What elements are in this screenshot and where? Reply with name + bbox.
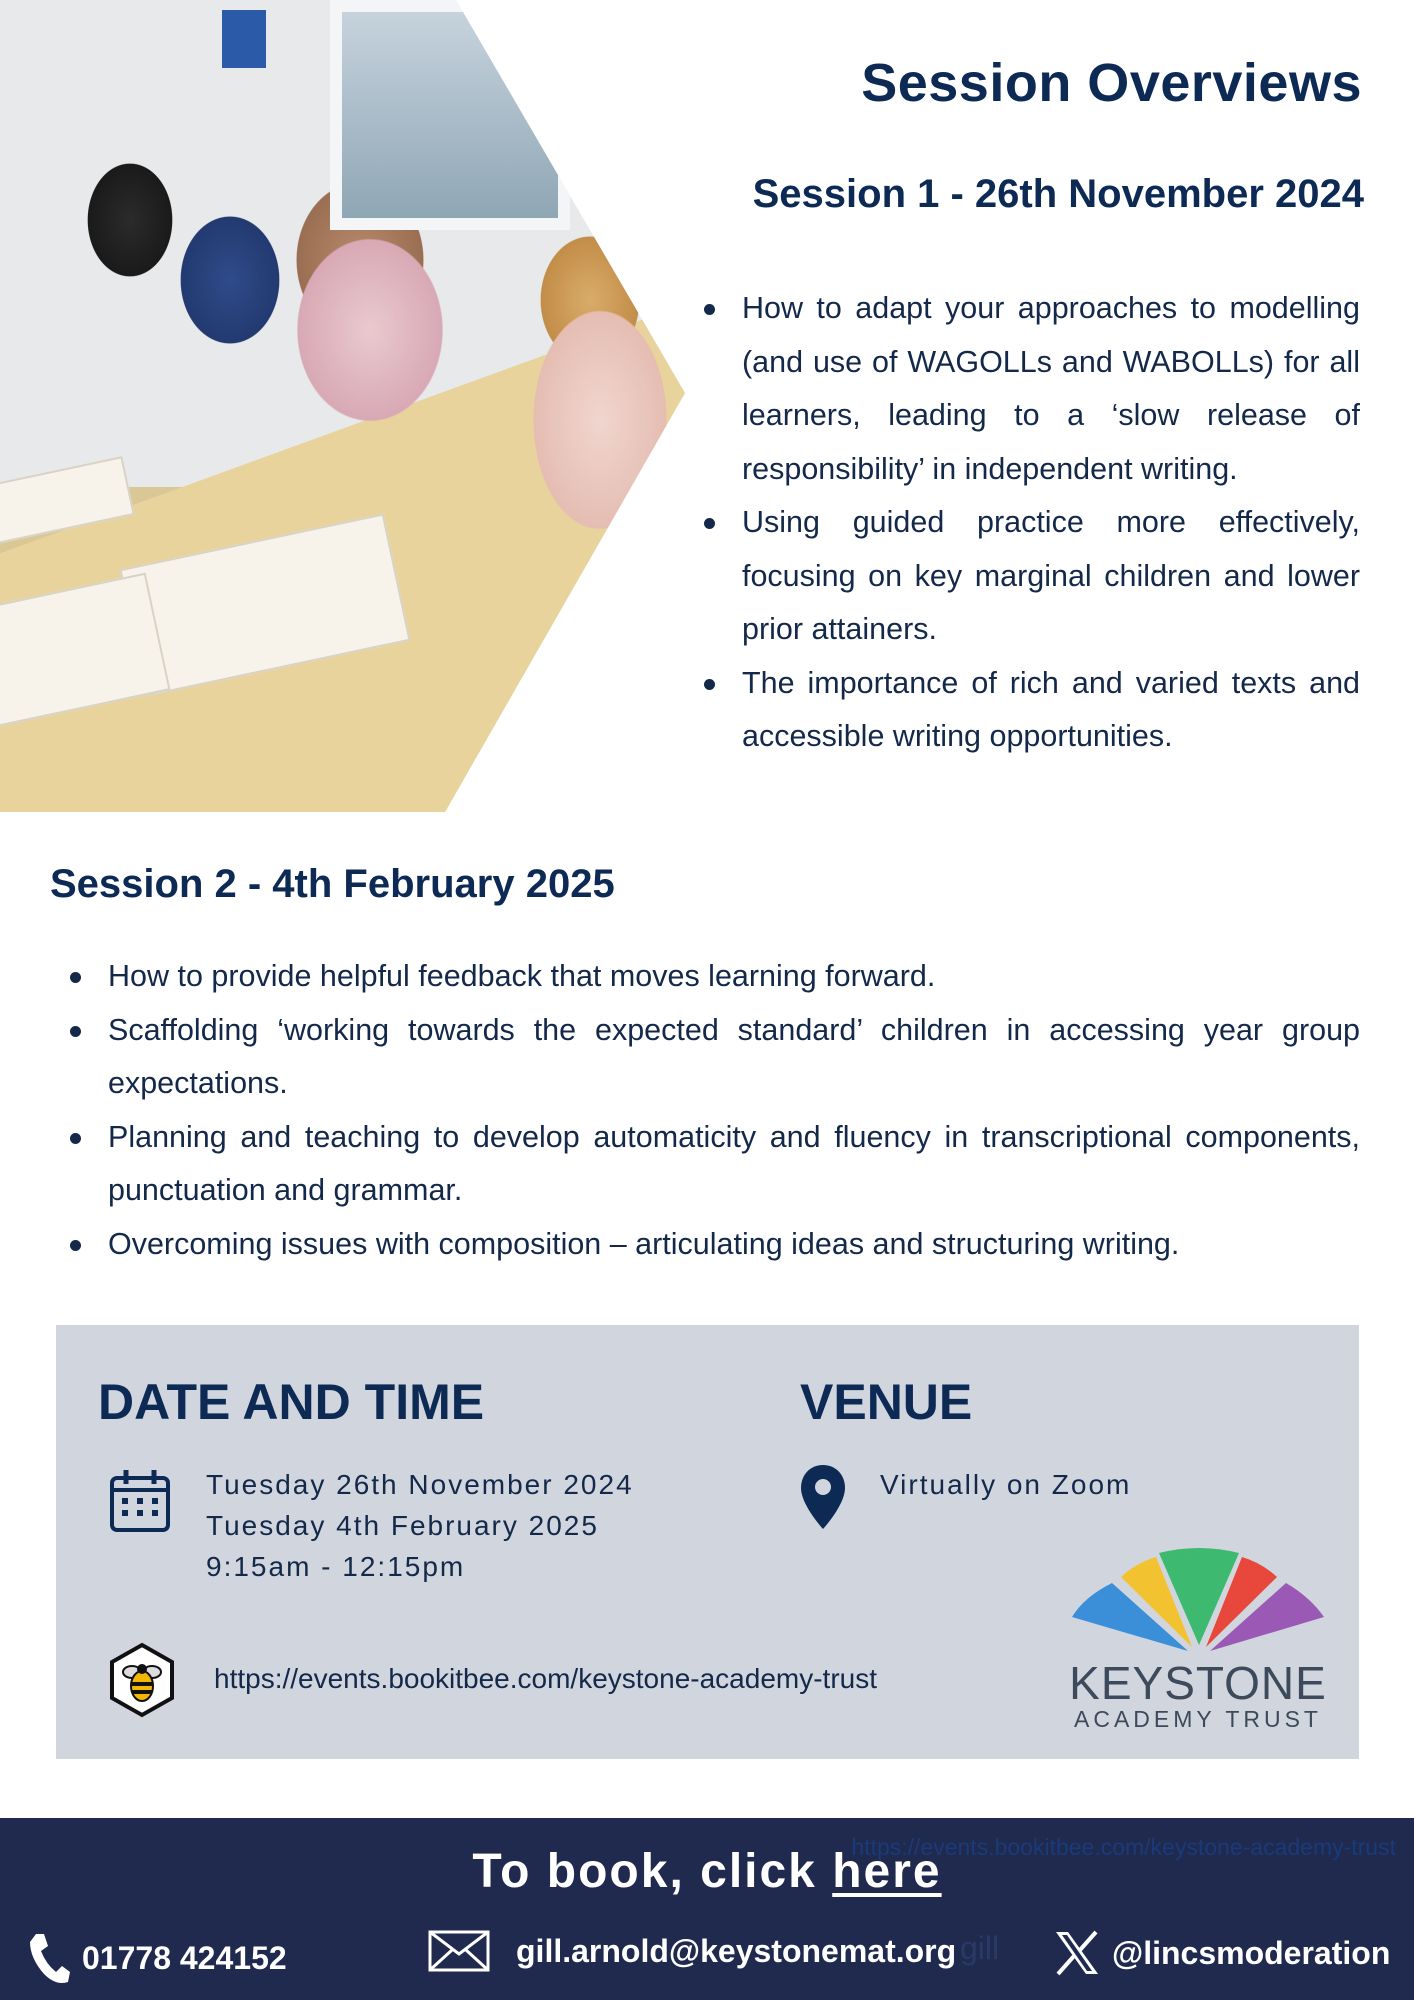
session-2-title: Session 2 - 4th February 2025 <box>50 862 615 906</box>
footer-ghost-url[interactable]: https://events.bookitbee.com/keystone-academy-trust <box>851 1834 1396 1860</box>
booking-link[interactable]: https://events.bookitbee.com/keystone-academy-trust <box>214 1663 877 1694</box>
venue-details: Virtually on Zoom <box>880 1469 1132 1500</box>
book-here-link[interactable]: here <box>832 1845 942 1898</box>
email-address[interactable]: gill.arnold@keystonemat.org <box>516 1932 957 1969</box>
photo-book <box>0 573 171 728</box>
date-time-heading: DATE AND TIME <box>98 1374 485 1430</box>
bee-icon[interactable] <box>108 1642 176 1718</box>
date-time-details <box>206 1464 634 1587</box>
cta-text: To book, click <box>472 1845 833 1898</box>
email-contact[interactable] <box>428 1930 1000 1972</box>
list-item: Scaffolding ‘working towards the expected standard’ children in accessing year group expectations. <box>70 1004 1360 1111</box>
footer <box>0 1818 1414 2000</box>
phone-number[interactable]: 01778 424152 <box>82 1939 287 1976</box>
photo-book <box>0 456 135 544</box>
social-contact[interactable] <box>1054 1930 1390 1976</box>
list-item: How to provide helpful feedback that moves learning forward. <box>70 950 1360 1004</box>
date-line-1: Tuesday 26th November 2024 <box>206 1469 634 1500</box>
phone-contact[interactable] <box>26 1930 287 1986</box>
time-line: 9:15am - 12:15pm <box>206 1551 466 1582</box>
info-panel <box>56 1325 1359 1759</box>
social-handle[interactable]: @lincsmoderation <box>1112 1934 1391 1971</box>
date-line-2: Tuesday 4th February 2025 <box>206 1510 599 1541</box>
list-item: Using guided practice more effectively, focusing on key marginal children and lower prior attainers. <box>704 496 1360 657</box>
booking-cta <box>0 1844 1414 1899</box>
list-item: Overcoming issues with composition – articulating ideas and structuring writing. <box>70 1218 1360 1272</box>
x-logo-icon <box>1054 1930 1100 1976</box>
venue-heading: VENUE <box>800 1374 973 1430</box>
phone-icon <box>26 1930 70 1986</box>
list-item: The importance of rich and varied texts and accessible writing opportunities. <box>704 657 1360 764</box>
list-item: How to adapt your approaches to modelling (and use of WAGOLLs and WABOLLs) for all learners, leading to a ‘slow release of responsibility’ in independent writing. <box>704 282 1360 496</box>
photo-poster <box>222 10 266 68</box>
location-pin-icon <box>798 1463 848 1531</box>
mail-icon <box>428 1930 490 1972</box>
hero-photo <box>0 0 690 812</box>
photo-window <box>330 0 570 230</box>
email-ghost: gill <box>960 1930 1000 1966</box>
calendar-icon <box>108 1468 172 1534</box>
session-1-title: Session 1 - 26th November 2024 <box>752 172 1364 216</box>
logo-name: KEYSTONE <box>1069 1657 1327 1709</box>
list-item: Planning and teaching to develop automaticity and fluency in transcriptional components, punctuation and grammar. <box>70 1111 1360 1218</box>
logo-subtitle: ACADEMY TRUST <box>1074 1706 1322 1732</box>
session-1-list <box>704 282 1360 764</box>
session-2-list <box>70 950 1360 1271</box>
page-title: Session Overviews <box>861 53 1362 113</box>
